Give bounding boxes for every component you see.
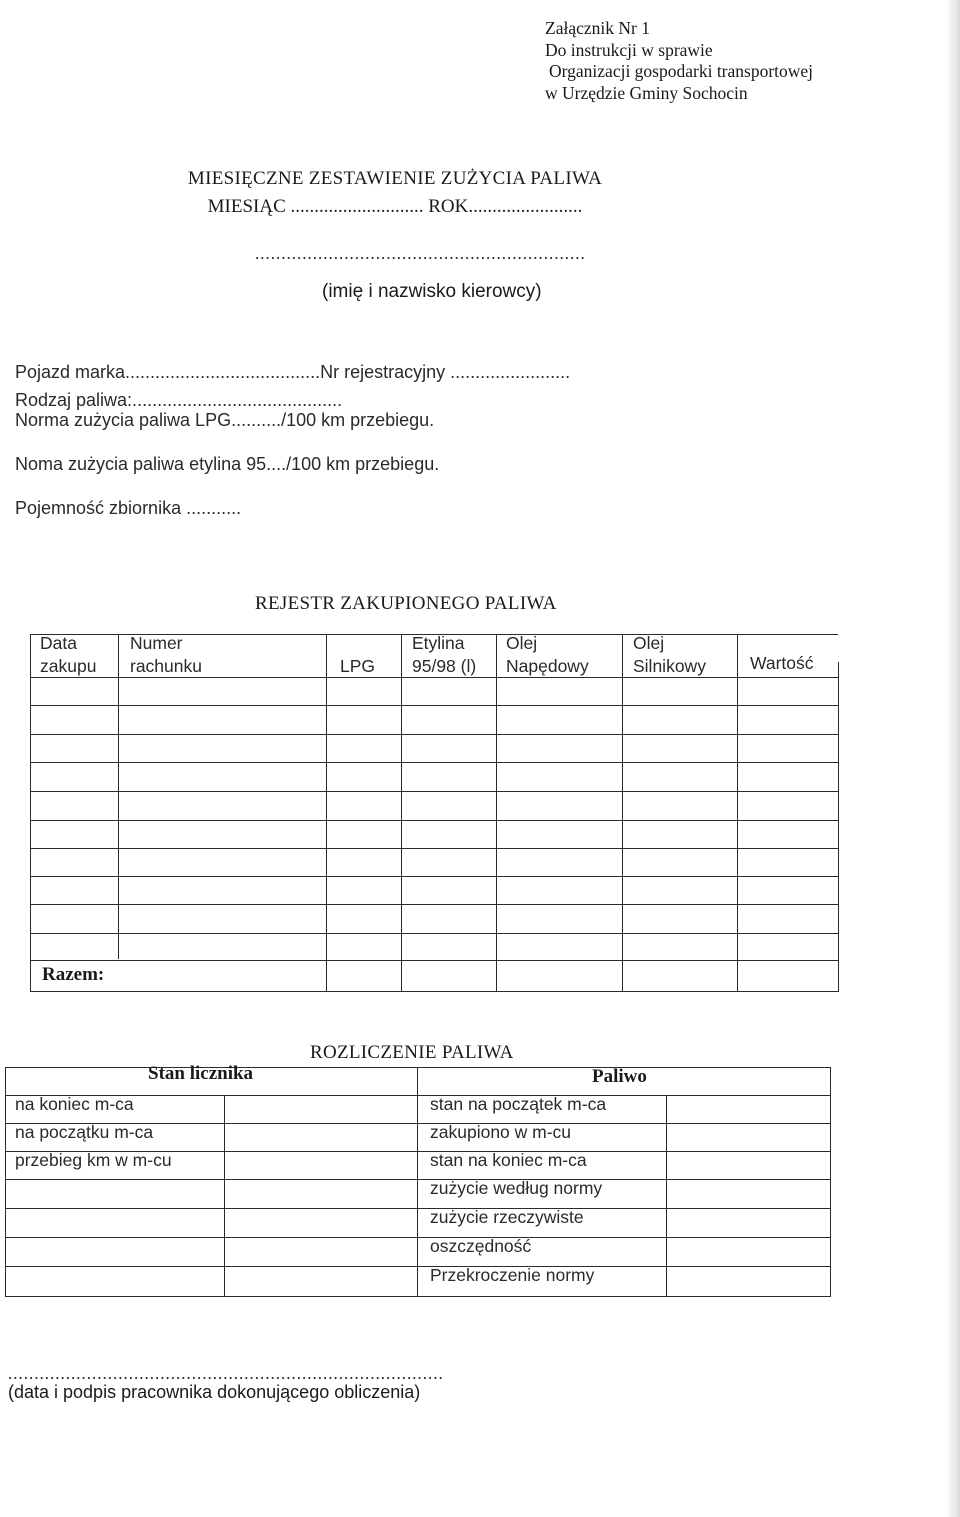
register-total-label: Razem: xyxy=(42,964,105,985)
register-row-line xyxy=(30,791,838,792)
lpg-norm-line[interactable]: Norma zużycia paliwa LPG........../100 km przebiegu. xyxy=(15,410,435,430)
page-edge-shadow xyxy=(946,0,960,1517)
counter-row-start: na początku m-ca xyxy=(15,1122,154,1142)
register-row-line xyxy=(30,960,838,961)
register-row-line xyxy=(30,705,838,706)
register-row-line xyxy=(30,904,838,905)
header-number-line1: Numer xyxy=(130,633,183,653)
vehicle-make-line[interactable]: Pojazd marka.......................................Nr rejestracyjny ........................ xyxy=(15,362,571,382)
settlement-col-line xyxy=(224,1095,225,1296)
register-col-line xyxy=(118,634,119,959)
fuel-header: Paliwo xyxy=(592,1066,647,1087)
register-row-line xyxy=(30,933,838,934)
register-row-line xyxy=(30,876,838,877)
driver-name-field[interactable]: ............................................................... xyxy=(255,244,586,263)
fuel-row-start-state: stan na początek m-ca xyxy=(430,1094,607,1114)
register-col-line xyxy=(496,634,497,992)
register-row-line xyxy=(30,991,838,992)
register-row-line xyxy=(30,848,838,849)
header-lpg: LPG xyxy=(340,656,376,676)
header-petrol-line1: Etylina xyxy=(412,633,465,653)
register-row-line xyxy=(30,677,838,678)
settlement-title: ROZLICZENIE PALIWA xyxy=(310,1042,514,1063)
fuel-row-norm-usage: zużycie według normy xyxy=(430,1178,603,1198)
signature-field[interactable]: ................................................................................... xyxy=(8,1364,444,1383)
attachment-header xyxy=(545,18,813,104)
attachment-line-1: Załącznik Nr 1 xyxy=(545,18,650,38)
month-year-line: MIESIĄC ............................ ROK........................ xyxy=(207,196,583,217)
counter-header: Stan licznika xyxy=(148,1063,254,1084)
attachment-line-2: Do instrukcji w sprawie xyxy=(545,39,713,60)
register-col-line xyxy=(737,634,738,992)
header-petrol-line2: 95/98 (l) xyxy=(412,656,477,676)
fuel-row-end-state: stan na koniec m-ca xyxy=(430,1150,587,1170)
settlement-border-left xyxy=(5,1067,6,1297)
register-row-line xyxy=(30,820,838,821)
header-diesel-line1: Olej xyxy=(506,633,538,653)
register-border-left xyxy=(30,634,31,992)
fuel-type-line[interactable]: Rodzaj paliwa:.......................................... xyxy=(15,390,343,410)
register-border-right xyxy=(838,662,839,992)
fuel-row-overuse: Przekroczenie normy xyxy=(430,1265,595,1285)
register-title: REJESTR ZAKUPIONEGO PALIWA xyxy=(255,593,557,614)
attachment-line-3: Organizacji gospodarki transportowej xyxy=(549,61,814,81)
header-value: Wartość xyxy=(750,653,814,673)
signature-label: (data i podpis pracownika dokonującego obliczenia) xyxy=(8,1382,421,1402)
header-engine-oil-line1: Olej xyxy=(633,633,665,653)
header-diesel-line2: Napędowy xyxy=(506,656,589,676)
header-number-line2: rachunku xyxy=(130,656,202,676)
fuel-row-purchased: zakupiono w m-cu xyxy=(430,1122,572,1142)
fuel-row-actual-usage: zużycie rzeczywiste xyxy=(430,1207,584,1227)
tank-capacity-line[interactable]: Pojemność zbiornika ........... xyxy=(15,498,242,518)
header-engine-oil-line2: Silnikowy xyxy=(633,656,706,676)
document-title: MIESIĘCZNE ZESTAWIENIE ZUŻYCIA PALIWA xyxy=(187,168,603,189)
settlement-border-right xyxy=(830,1067,831,1297)
petrol-norm-line[interactable]: Noma zużycia paliwa etylina 95..../100 km przebiegu. xyxy=(15,454,440,474)
register-col-line xyxy=(622,634,623,992)
register-col-line xyxy=(401,634,402,992)
settlement-col-line xyxy=(417,1067,418,1297)
settlement-col-line xyxy=(666,1095,667,1296)
driver-name-label: (imię i nazwisko kierowcy) xyxy=(322,281,542,302)
header-date-line1: Data xyxy=(40,633,77,653)
counter-row-end: na koniec m-ca xyxy=(15,1094,134,1114)
register-row-line xyxy=(30,734,838,735)
register-col-line xyxy=(326,634,327,992)
register-row-line xyxy=(30,762,838,763)
attachment-line-4: w Urzędzie Gminy Sochocin xyxy=(545,82,748,103)
header-date-line2: zakupu xyxy=(40,656,97,676)
fuel-row-savings: oszczędność xyxy=(430,1236,532,1256)
counter-row-distance: przebieg km w m-cu xyxy=(15,1150,172,1170)
